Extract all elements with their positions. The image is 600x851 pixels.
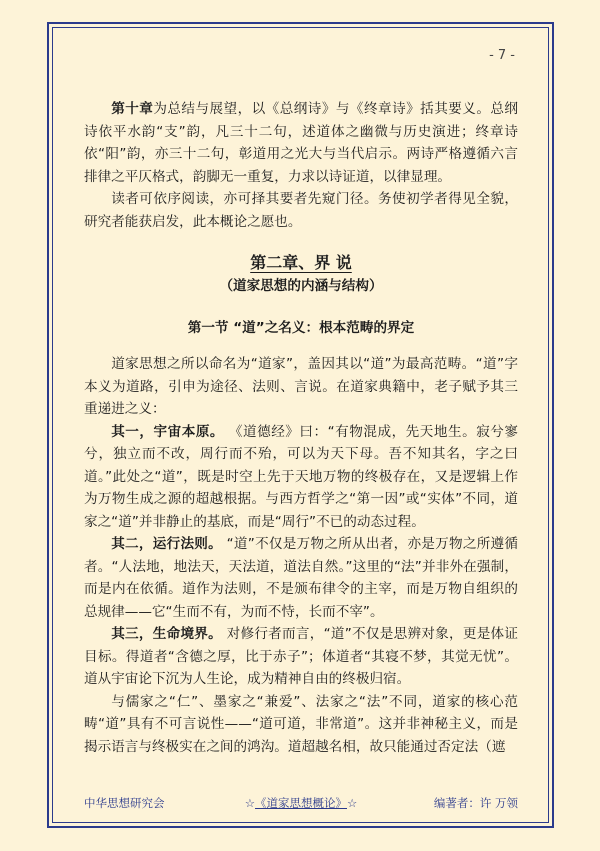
- page-content: [84, 98, 518, 758]
- section-title: 第一节 “道”之名义：根本范畴的界定: [187, 320, 415, 336]
- section-paragraph-2: [84, 421, 518, 534]
- intro-text: 为总结与展望，以《总纲诗》与《终章诗》括其要义。总纲诗依平水韵“支”韵，凡三十二句，述道体之幽微与历史演进；终章诗依“阳”韵，亦三十二句，彰道用之光大与当代启示。两诗严格遵循六言排律之平仄格式，韵脚无一重复，力求以诗证道，以律显理。: [84, 101, 519, 185]
- point-three-lead: 其三，生命境界。: [111, 626, 223, 642]
- chapter-title: 第二章、界 说: [250, 253, 352, 272]
- point-two-text: “道”不仅是万物之所从出者，亦是万物之所遵循者。“人法地，地法天，天法道，道法自然。”这里的“法”并非外在强制，而是内在依循。道作为法则，不是颁布律令的主宰，而是万物自组织的总规律——它“生而不有，为而不恃，长而不宰”。: [84, 536, 519, 620]
- intro-lead: 第十章: [111, 101, 154, 117]
- star-icon: ☆: [347, 796, 358, 810]
- footer-organization: 中华思想研究会: [84, 796, 165, 810]
- section-paragraph-1: 道家思想之所以命名为“道家”，盖因其以“道”为最高范畴。“道”字本义为道路，引申为途径、法则、言说。在道家典籍中，老子赋予其三重递进之义：: [84, 356, 518, 417]
- section-paragraph-5: 与儒家之“仁”、墨家之“兼爱”、法家之“法”不同，道家的核心范畴“道”具有不可言说性——“道可道，非常道”。这并非神秘主义，而是揭示语言与终极实在之间的鸿沟。道超越名相，故只能通过否定法（遮: [84, 693, 518, 755]
- point-two-lead: 其二，运行法则。: [111, 536, 223, 552]
- page-footer: [84, 795, 518, 815]
- star-icon: ☆: [244, 796, 255, 810]
- book-title-link[interactable]: 《道家思想概论》: [255, 796, 347, 810]
- point-three-text: 对修行者而言，“道”不仅是思辨对象，更是体证目标。得道者“含德之厚，比于赤子”；体道者“其寝不梦，其觉无忧”。道从宇宙论下沉为人生论，成为精神自由的终极归宿。: [84, 626, 519, 687]
- point-one-text: 《道德经》曰：“有物混成，先天地生。寂兮寥兮，独立而不改，周行而不殆，可以为天下母。吾不知其名，字之曰道。”此处之“道”，既是时空上先于天地万物的终极存在，又是逻辑上作为万物生成之源的超越根据。与西方哲学之“第一因”或“实体”不同，道家之“道”并非静止的基底，而是“周行”不已的动态过程。: [84, 423, 519, 530]
- chapter-subtitle: （道家思想的内涵与结构）: [219, 278, 383, 294]
- footer-author: 编著者：许 万领: [433, 796, 518, 810]
- section-paragraph-4: [84, 623, 518, 691]
- section-paragraph-3: [84, 533, 518, 623]
- page-number: - 7 -: [489, 48, 515, 63]
- point-one-lead: 其一，宇宙本原。: [111, 423, 225, 440]
- intro-paragraph-1: [84, 98, 518, 188]
- intro-paragraph-2: 读者可依序阅读，亦可择其要者先窥门径。务使初学者得见全貌，研究者能获启发，此本概论之愿也。: [84, 191, 518, 230]
